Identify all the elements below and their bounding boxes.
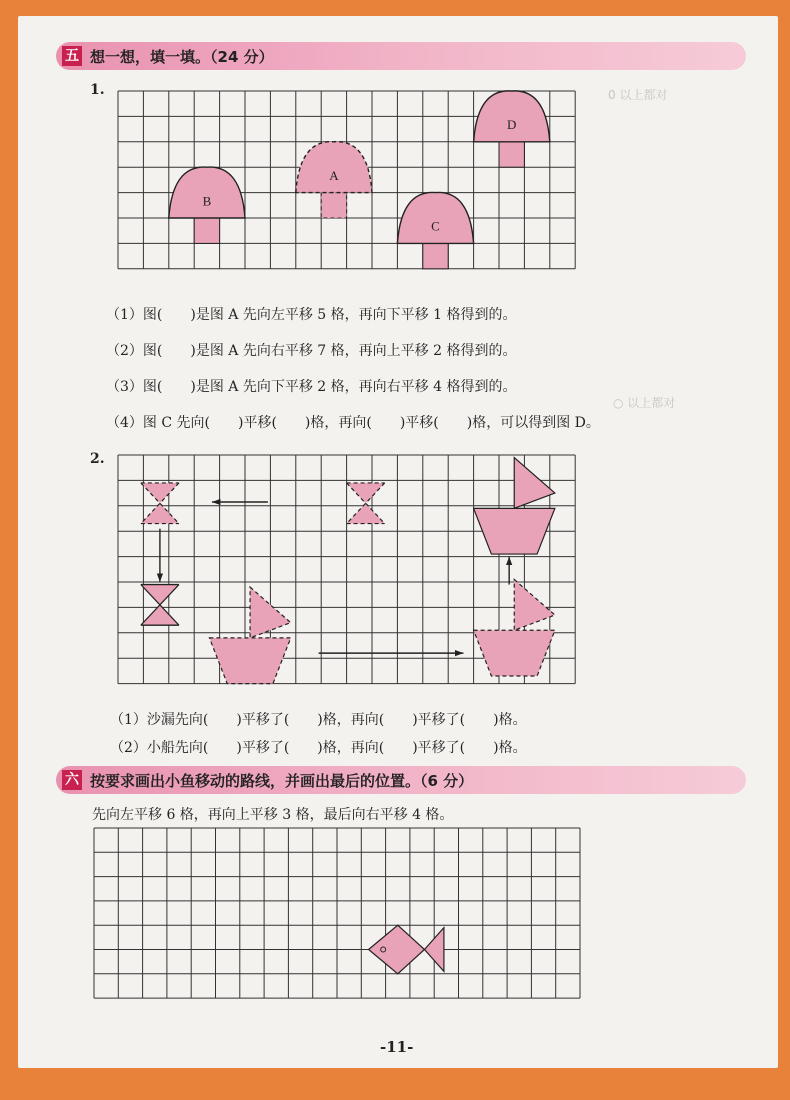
section-6-instruction: 先向左平移 6 格，再向上平移 3 格，最后向右平移 4 格。 bbox=[92, 807, 454, 823]
section-5-number: 五 bbox=[62, 46, 82, 66]
shape-label-B: B bbox=[202, 193, 212, 209]
question-2-number: 2. bbox=[90, 451, 105, 467]
arrow-down bbox=[157, 529, 163, 582]
shape-label-A: A bbox=[329, 167, 339, 183]
q1-item-2: （2）图( )是图 A 先向右平移 7 格，再向上平移 2 格得到的。 bbox=[106, 343, 517, 359]
grid-lines bbox=[94, 828, 580, 998]
page-number: -11- bbox=[380, 1038, 414, 1056]
q2-item-1: （1）沙漏先向( )平移了( )格，再向( )平移了( )格。 bbox=[110, 712, 527, 728]
mushroom-c bbox=[397, 192, 473, 268]
arrow-up bbox=[506, 557, 512, 585]
shape-label-C: C bbox=[431, 218, 440, 234]
hourglass-final bbox=[141, 585, 179, 626]
grid-q1 bbox=[118, 91, 576, 269]
section-6-title: 按要求画出小鱼移动的路线，并画出最后的位置。（6 分） bbox=[90, 772, 474, 790]
arrow-right bbox=[319, 650, 464, 656]
arrow-left bbox=[212, 499, 268, 505]
hourglass-dashed-start bbox=[141, 483, 179, 524]
q2-item-2: （2）小船先向( )平移了( )格，再向( )平移了( )格。 bbox=[110, 740, 527, 756]
bleed-through-line-1: 0 以上都对 bbox=[608, 88, 668, 102]
grid-q2 bbox=[118, 455, 576, 685]
boat-middle bbox=[474, 579, 555, 676]
q1-item-1: （1）图( )是图 A 先向左平移 5 格，再向下平移 1 格得到的。 bbox=[106, 307, 517, 323]
mushroom-a bbox=[296, 142, 372, 218]
fish bbox=[369, 925, 444, 974]
bleed-through-line-2: ○ 以上都对 bbox=[613, 396, 676, 410]
q1-item-3: （3）图( )是图 A 先向下平移 2 格，再向右平移 4 格得到的。 bbox=[106, 379, 517, 395]
section-6-header bbox=[56, 766, 746, 794]
boat-start bbox=[209, 587, 290, 684]
section-5-header bbox=[56, 42, 746, 70]
mushroom-d bbox=[474, 91, 550, 167]
shape-label-D: D bbox=[507, 117, 517, 133]
mushroom-b bbox=[169, 167, 245, 243]
fish-body bbox=[369, 925, 425, 974]
section-5-title: 想一想，填一填。（24 分） bbox=[90, 48, 274, 66]
q1-item-4: （4）图 C 先向( )平移( )格，再向( )平移( )格，可以得到图 D。 bbox=[106, 415, 600, 431]
section-6-number: 六 bbox=[62, 770, 82, 790]
worksheet-page bbox=[18, 16, 778, 1068]
question-1-number: 1. bbox=[90, 82, 105, 98]
hourglass-dashed-right bbox=[347, 483, 385, 524]
grid-fish bbox=[94, 828, 580, 1014]
